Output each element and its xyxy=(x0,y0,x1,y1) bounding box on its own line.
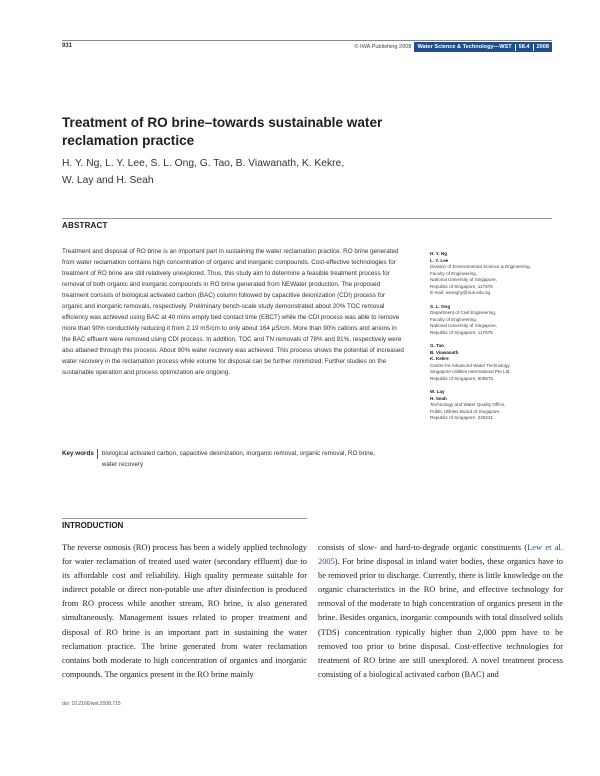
affiliation-author: W. Lay xyxy=(430,389,445,394)
introduction-rule xyxy=(62,518,307,519)
affiliation-line: Technology and Water Quality Office, xyxy=(430,402,506,407)
header-rule xyxy=(62,40,552,41)
journal-volume: 58.4 xyxy=(518,44,530,50)
abstract-rule xyxy=(62,218,552,219)
abstract-heading: ABSTRACT xyxy=(62,221,108,230)
affiliation-author: L. Y. Lee xyxy=(430,257,449,263)
introduction-heading: INTRODUCTION xyxy=(62,521,124,530)
affiliation-author: G. Tao xyxy=(430,343,444,348)
affiliation-author: B. Viawanath xyxy=(430,349,459,355)
affiliation-author: K. Kekre xyxy=(430,356,449,361)
keywords xyxy=(62,448,407,470)
authors-line-1: H. Y. Ng, L. Y. Lee, S. L. Ong, G. Tao, B. Viawanath, K. Kekre, xyxy=(62,158,345,169)
citation-link[interactable]: Lew et al. 2005 xyxy=(318,543,563,567)
affiliation-author: H. Y. Ng xyxy=(430,251,448,256)
introduction-column-left: The reverse osmosis (RO) process has been a widely applied technology for water reclamation of treated used water (secondary effluent) due to its affordable cost and reliability. High quality permeate suitable for indirect potable or direct non-potable use after disinfection is produced from RO process while another stream, RO brine, is also generated simultaneously. Management issues related to proper treatment and disposal of RO brine is an important part in sustaining the water reclamation practice. The brine generated from water reclamation contains both moderate to high concentration of organics and inorganic compounds. The organics present in the RO brine mainly xyxy=(62,543,307,679)
journal-year: 2008 xyxy=(536,44,549,50)
journal-name: Water Science & Technology—WST xyxy=(417,44,512,50)
keywords-list: biological activated carbon, capacitive deionization, inorganic removal, organic removal, RO brine, water recovery xyxy=(101,450,375,468)
affiliation-block xyxy=(430,304,570,337)
author-list xyxy=(62,155,392,189)
affiliation-line: Republic of Singapore, 608575 xyxy=(430,375,494,381)
affiliation-line: Singapore Utilities International Pte Ltd, xyxy=(430,369,511,374)
affiliation-line: Centre for Advanced Water Technology, xyxy=(430,362,511,368)
affiliation-line: National University of Singapore, xyxy=(430,323,497,328)
keywords-divider xyxy=(97,449,98,459)
paragraph-text: ). For brine disposal in inland water bodies, these organics have to be removed prior to discharge. Currently, there is little knowledge on the organic characteristics in the RO brine, and effective technology for removal of the moderate to high concentration of organics present in the brine. Besides organics, inorganic compounds with total dissolved solids (TDS) concentration typically higher than 2,000 ppm have to be removed too prior to brine disposal. Cost-effective technologies for treatment of RO brine are still unexplored. A novel treatment process consisting of a biological activated carbon (BAC) and xyxy=(318,557,563,679)
header-separator xyxy=(533,44,534,51)
article-title: Treatment of RO brine–towards sustainable water reclamation practice xyxy=(62,115,383,148)
affiliation-email[interactable]: E-mail: esenghy@nus.edu.sg xyxy=(430,290,491,295)
affiliation-line: National University of Singapore, xyxy=(430,277,497,282)
affiliation-line: Division of Environmental Science & Engineering, xyxy=(430,264,531,269)
doi[interactable]: doi: 10.2166/wst.2008.715 xyxy=(62,701,121,707)
affiliation-line: Public Utilities Board of Singapore, xyxy=(430,408,501,414)
keywords-label: Key words xyxy=(62,450,94,457)
affiliation-author: H. Seah xyxy=(430,395,447,401)
authors-line-2: W. Lay and H. Seah xyxy=(62,175,154,186)
affiliation-line: Department of Civil Engineering, xyxy=(430,310,497,315)
copyright-notice: © IWA Publishing 2008 xyxy=(354,44,412,50)
affiliation-line: Republic of Singapore, 117576 xyxy=(430,283,493,289)
affiliation-line: Republic of Singapore, 228231 xyxy=(430,415,494,420)
introduction-column-right xyxy=(318,541,563,682)
affiliation-line: Republic of Singapore, 117576 xyxy=(430,329,493,335)
affiliations xyxy=(430,251,570,429)
abstract-text: Treatment and disposal of RO brine is an important part in sustaining the water reclamation practice. RO brine generated from water reclamation contains high concentration of organic and inorganic compounds. Cost-effective technologies for treatment of RO brine are still relatively unexplored. Thus, this study aim to determine a feasible treatment process for removal of both organic and inorganic compounds in RO brine generated from NEWater production. The proposed treatment consists of biological activated carbon (BAC) column followed by capacitive deionization (CDI) process for organic and inorganic removals, respectively. Preliminary bench-scale study demonstrated about 20% TOC removal efficiency was achieved using BAC at 40 mins empty bed contact time (EBCT) while the CDI process was able to remove more than 90% conductivity reducing it from 2.19 mS/cm to only about 164 μS/cm. More than 90% cations and anions in the BAC effluent were removed using CDI process. In addition, TOC and TN removals of 78% and 91%, respectively were also attained through this process. About 90% water recovery was achieved. This process shows the potential of increased water recovery in the reclamation process while volume for disposal can be further minimized. Further studies on the sustainable operation and process optimization are ongoing. xyxy=(62,248,404,376)
journal-band xyxy=(414,42,552,52)
affiliation-block xyxy=(430,251,570,297)
affiliation-block xyxy=(430,343,570,382)
header-separator xyxy=(515,44,516,51)
page-number: 931 xyxy=(62,43,73,49)
affiliation-line: Faculty of Engineering, xyxy=(430,316,477,322)
affiliation-block xyxy=(430,389,570,422)
paragraph-text: consists of slow- and hard-to-degrade organic constituents ( xyxy=(318,543,528,552)
affiliation-line: Faculty of Engineering, xyxy=(430,270,477,276)
affiliation-author: S. L. Ong xyxy=(430,303,451,309)
running-header xyxy=(354,42,552,52)
